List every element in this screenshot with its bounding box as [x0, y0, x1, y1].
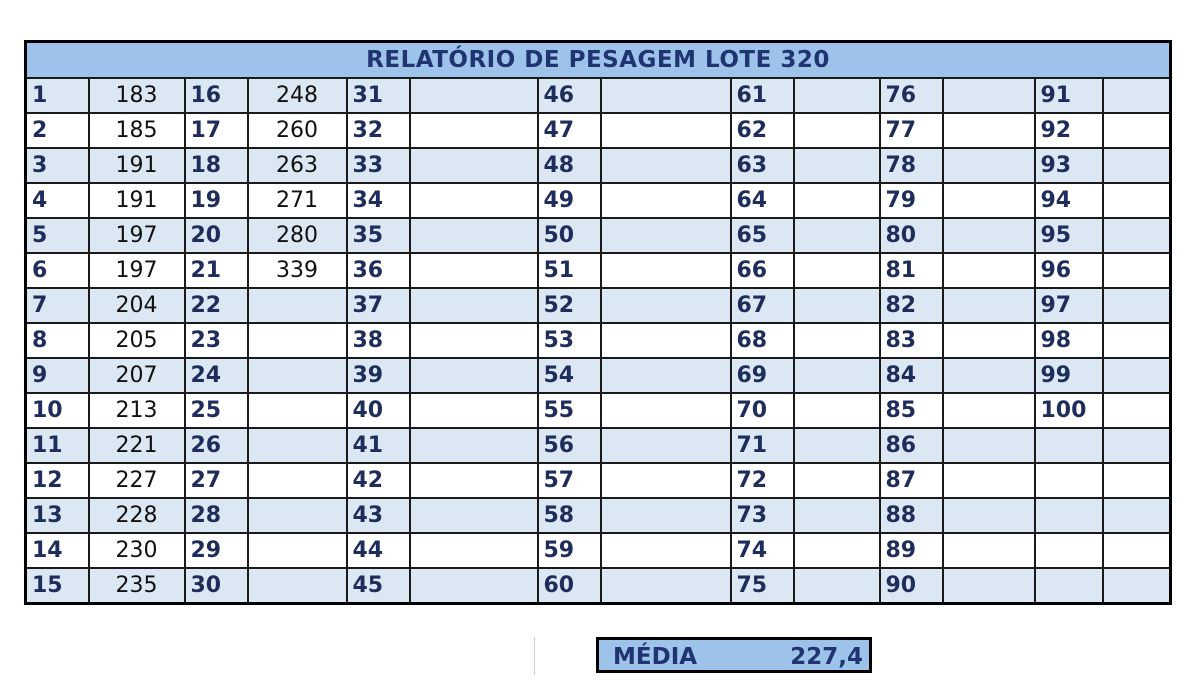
weight-cell: 204 — [89, 288, 185, 323]
weight-cell — [943, 463, 1035, 498]
animal-number-cell: 13 — [26, 498, 89, 533]
weight-cell — [410, 113, 538, 148]
weight-cell — [943, 358, 1035, 393]
animal-number-cell: 67 — [731, 288, 794, 323]
weight-cell — [601, 148, 731, 183]
weight-cell: 230 — [89, 533, 185, 568]
animal-number-cell: 34 — [347, 183, 410, 218]
animal-number-cell: 47 — [538, 113, 601, 148]
animal-number-cell: 38 — [347, 323, 410, 358]
animal-number-cell: 87 — [880, 463, 943, 498]
animal-number-cell: 71 — [731, 428, 794, 463]
weight-cell: 197 — [89, 253, 185, 288]
weight-cell — [794, 463, 880, 498]
animal-number-cell: 94 — [1035, 183, 1103, 218]
animal-number-cell: 82 — [880, 288, 943, 323]
weight-cell: 185 — [89, 113, 185, 148]
weight-cell — [410, 148, 538, 183]
table-row — [26, 498, 1171, 533]
animal-number-cell: 1 — [26, 78, 89, 113]
animal-number-cell: 7 — [26, 288, 89, 323]
animal-number-cell: 46 — [538, 78, 601, 113]
animal-number-cell: 29 — [185, 533, 248, 568]
animal-number-cell: 69 — [731, 358, 794, 393]
report-title: RELATÓRIO DE PESAGEM LOTE 320 — [26, 42, 1171, 79]
animal-number-cell: 20 — [185, 218, 248, 253]
table-row — [26, 393, 1171, 428]
weight-cell — [794, 533, 880, 568]
weight-cell: 228 — [89, 498, 185, 533]
animal-number-cell: 54 — [538, 358, 601, 393]
table-row — [26, 218, 1171, 253]
animal-number-cell: 3 — [26, 148, 89, 183]
average-label: MÉDIA — [613, 644, 698, 670]
weight-cell — [943, 498, 1035, 533]
table-row — [26, 183, 1171, 218]
table-row — [26, 323, 1171, 358]
table-row — [26, 253, 1171, 288]
weight-cell — [601, 533, 731, 568]
weight-cell — [248, 498, 347, 533]
weight-cell — [794, 78, 880, 113]
animal-number-cell: 19 — [185, 183, 248, 218]
weight-cell — [1103, 533, 1171, 568]
weight-cell — [601, 358, 731, 393]
weight-cell — [794, 113, 880, 148]
weight-cell — [943, 113, 1035, 148]
weight-cell: 191 — [89, 148, 185, 183]
weight-cell — [794, 428, 880, 463]
weight-cell — [410, 288, 538, 323]
weight-cell — [410, 428, 538, 463]
weight-cell — [1103, 288, 1171, 323]
animal-number-cell: 72 — [731, 463, 794, 498]
animal-number-cell: 80 — [880, 218, 943, 253]
animal-number-cell: 4 — [26, 183, 89, 218]
weight-cell — [794, 218, 880, 253]
animal-number-cell: 22 — [185, 288, 248, 323]
animal-number-cell: 56 — [538, 428, 601, 463]
animal-number-cell: 99 — [1035, 358, 1103, 393]
animal-number-cell: 32 — [347, 113, 410, 148]
weight-cell — [1103, 463, 1171, 498]
weight-cell — [1103, 148, 1171, 183]
weight-cell — [410, 358, 538, 393]
weight-cell — [794, 183, 880, 218]
weighing-report-table — [24, 40, 1172, 605]
weight-cell — [794, 148, 880, 183]
weight-cell — [794, 323, 880, 358]
animal-number-cell: 6 — [26, 253, 89, 288]
animal-number-cell: 27 — [185, 463, 248, 498]
weight-cell: 263 — [248, 148, 347, 183]
weight-cell — [1103, 428, 1171, 463]
weight-cell — [248, 323, 347, 358]
animal-number-cell: 11 — [26, 428, 89, 463]
animal-number-cell: 74 — [731, 533, 794, 568]
weight-cell — [1103, 498, 1171, 533]
weight-cell — [1103, 253, 1171, 288]
weight-cell — [943, 393, 1035, 428]
weight-cell — [601, 78, 731, 113]
weight-cell — [410, 533, 538, 568]
weight-cell: 260 — [248, 113, 347, 148]
weight-cell — [1103, 393, 1171, 428]
weight-cell — [601, 183, 731, 218]
table-row — [26, 568, 1171, 604]
weight-cell — [943, 533, 1035, 568]
weight-cell — [601, 428, 731, 463]
animal-number-cell: 98 — [1035, 323, 1103, 358]
animal-number-cell — [1035, 498, 1103, 533]
weight-cell: 227 — [89, 463, 185, 498]
animal-number-cell: 78 — [880, 148, 943, 183]
weight-cell — [248, 288, 347, 323]
animal-number-cell: 100 — [1035, 393, 1103, 428]
animal-number-cell: 37 — [347, 288, 410, 323]
animal-number-cell: 17 — [185, 113, 248, 148]
animal-number-cell: 53 — [538, 323, 601, 358]
table-row — [26, 113, 1171, 148]
weight-cell: 205 — [89, 323, 185, 358]
animal-number-cell: 68 — [731, 323, 794, 358]
weight-cell: 207 — [89, 358, 185, 393]
average-value: 227,4 — [790, 644, 863, 670]
weight-cell: 271 — [248, 183, 347, 218]
weight-cell: 280 — [248, 218, 347, 253]
animal-number-cell: 48 — [538, 148, 601, 183]
animal-number-cell — [1035, 428, 1103, 463]
weight-cell — [1103, 183, 1171, 218]
weight-cell — [1103, 568, 1171, 604]
animal-number-cell: 86 — [880, 428, 943, 463]
animal-number-cell: 61 — [731, 78, 794, 113]
weight-cell: 339 — [248, 253, 347, 288]
animal-number-cell: 28 — [185, 498, 248, 533]
weight-cell — [410, 78, 538, 113]
weight-cell: 197 — [89, 218, 185, 253]
animal-number-cell: 90 — [880, 568, 943, 604]
animal-number-cell: 95 — [1035, 218, 1103, 253]
weight-cell — [601, 463, 731, 498]
animal-number-cell: 63 — [731, 148, 794, 183]
animal-number-cell: 75 — [731, 568, 794, 604]
weight-cell — [248, 533, 347, 568]
animal-number-cell: 10 — [26, 393, 89, 428]
weight-cell: 213 — [89, 393, 185, 428]
animal-number-cell: 49 — [538, 183, 601, 218]
weight-cell: 248 — [248, 78, 347, 113]
table-row — [26, 288, 1171, 323]
animal-number-cell: 89 — [880, 533, 943, 568]
weight-cell — [794, 358, 880, 393]
animal-number-cell: 8 — [26, 323, 89, 358]
animal-number-cell: 50 — [538, 218, 601, 253]
animal-number-cell: 41 — [347, 428, 410, 463]
animal-number-cell: 21 — [185, 253, 248, 288]
animal-number-cell: 16 — [185, 78, 248, 113]
table-row — [26, 148, 1171, 183]
animal-number-cell: 59 — [538, 533, 601, 568]
animal-number-cell: 35 — [347, 218, 410, 253]
animal-number-cell: 76 — [880, 78, 943, 113]
weight-cell — [410, 253, 538, 288]
animal-number-cell: 42 — [347, 463, 410, 498]
weight-cell — [794, 568, 880, 604]
weight-cell — [794, 393, 880, 428]
animal-number-cell: 52 — [538, 288, 601, 323]
animal-number-cell: 66 — [731, 253, 794, 288]
animal-number-cell: 84 — [880, 358, 943, 393]
animal-number-cell: 60 — [538, 568, 601, 604]
weight-cell — [1103, 78, 1171, 113]
weight-cell — [410, 183, 538, 218]
animal-number-cell: 70 — [731, 393, 794, 428]
animal-number-cell: 31 — [347, 78, 410, 113]
weight-cell — [943, 183, 1035, 218]
weight-cell — [1103, 113, 1171, 148]
weight-cell — [943, 253, 1035, 288]
weight-cell — [794, 288, 880, 323]
weight-cell — [943, 78, 1035, 113]
animal-number-cell: 43 — [347, 498, 410, 533]
weight-cell: 183 — [89, 78, 185, 113]
weight-cell — [248, 568, 347, 604]
weight-cell — [943, 218, 1035, 253]
animal-number-cell: 36 — [347, 253, 410, 288]
sheet-gridline — [534, 637, 535, 675]
weight-cell — [601, 393, 731, 428]
table-row — [26, 463, 1171, 498]
animal-number-cell: 58 — [538, 498, 601, 533]
animal-number-cell — [1035, 568, 1103, 604]
table-row — [26, 358, 1171, 393]
animal-number-cell: 39 — [347, 358, 410, 393]
weight-cell — [794, 498, 880, 533]
weight-cell — [943, 568, 1035, 604]
weight-cell — [601, 323, 731, 358]
animal-number-cell: 73 — [731, 498, 794, 533]
weight-cell — [410, 323, 538, 358]
animal-number-cell: 79 — [880, 183, 943, 218]
weight-cell — [943, 428, 1035, 463]
animal-number-cell: 92 — [1035, 113, 1103, 148]
animal-number-cell: 97 — [1035, 288, 1103, 323]
weight-cell: 191 — [89, 183, 185, 218]
animal-number-cell: 44 — [347, 533, 410, 568]
animal-number-cell: 96 — [1035, 253, 1103, 288]
weight-cell — [410, 568, 538, 604]
weight-cell — [248, 463, 347, 498]
animal-number-cell: 9 — [26, 358, 89, 393]
animal-number-cell: 77 — [880, 113, 943, 148]
animal-number-cell: 57 — [538, 463, 601, 498]
animal-number-cell: 45 — [347, 568, 410, 604]
animal-number-cell: 91 — [1035, 78, 1103, 113]
animal-number-cell — [1035, 533, 1103, 568]
animal-number-cell: 15 — [26, 568, 89, 604]
animal-number-cell: 62 — [731, 113, 794, 148]
table-row — [26, 533, 1171, 568]
animal-number-cell: 93 — [1035, 148, 1103, 183]
animal-number-cell: 55 — [538, 393, 601, 428]
weight-cell — [248, 393, 347, 428]
weight-cell — [410, 393, 538, 428]
weight-cell — [601, 253, 731, 288]
weight-cell: 221 — [89, 428, 185, 463]
animal-number-cell: 85 — [880, 393, 943, 428]
weight-cell — [248, 428, 347, 463]
weight-cell — [1103, 218, 1171, 253]
animal-number-cell: 64 — [731, 183, 794, 218]
animal-number-cell: 2 — [26, 113, 89, 148]
animal-number-cell: 88 — [880, 498, 943, 533]
animal-number-cell: 30 — [185, 568, 248, 604]
animal-number-cell: 65 — [731, 218, 794, 253]
animal-number-cell: 51 — [538, 253, 601, 288]
weight-cell — [601, 218, 731, 253]
animal-number-cell: 25 — [185, 393, 248, 428]
animal-number-cell: 5 — [26, 218, 89, 253]
animal-number-cell: 26 — [185, 428, 248, 463]
weight-cell — [943, 288, 1035, 323]
weight-cell — [943, 323, 1035, 358]
animal-number-cell: 83 — [880, 323, 943, 358]
animal-number-cell: 24 — [185, 358, 248, 393]
weight-cell — [794, 253, 880, 288]
weight-cell — [1103, 358, 1171, 393]
animal-number-cell: 18 — [185, 148, 248, 183]
table-row — [26, 428, 1171, 463]
animal-number-cell: 23 — [185, 323, 248, 358]
weight-cell — [410, 463, 538, 498]
weight-cell — [601, 568, 731, 604]
weight-cell — [943, 148, 1035, 183]
animal-number-cell: 14 — [26, 533, 89, 568]
animal-number-cell — [1035, 463, 1103, 498]
weight-cell — [601, 498, 731, 533]
weight-cell — [601, 113, 731, 148]
animal-number-cell: 33 — [347, 148, 410, 183]
average-box — [596, 637, 872, 673]
weight-cell: 235 — [89, 568, 185, 604]
weight-cell — [1103, 323, 1171, 358]
weight-cell — [410, 218, 538, 253]
weight-cell — [410, 498, 538, 533]
animal-number-cell: 12 — [26, 463, 89, 498]
animal-number-cell: 81 — [880, 253, 943, 288]
weight-cell — [601, 288, 731, 323]
weight-cell — [248, 358, 347, 393]
table-row — [26, 78, 1171, 113]
animal-number-cell: 40 — [347, 393, 410, 428]
